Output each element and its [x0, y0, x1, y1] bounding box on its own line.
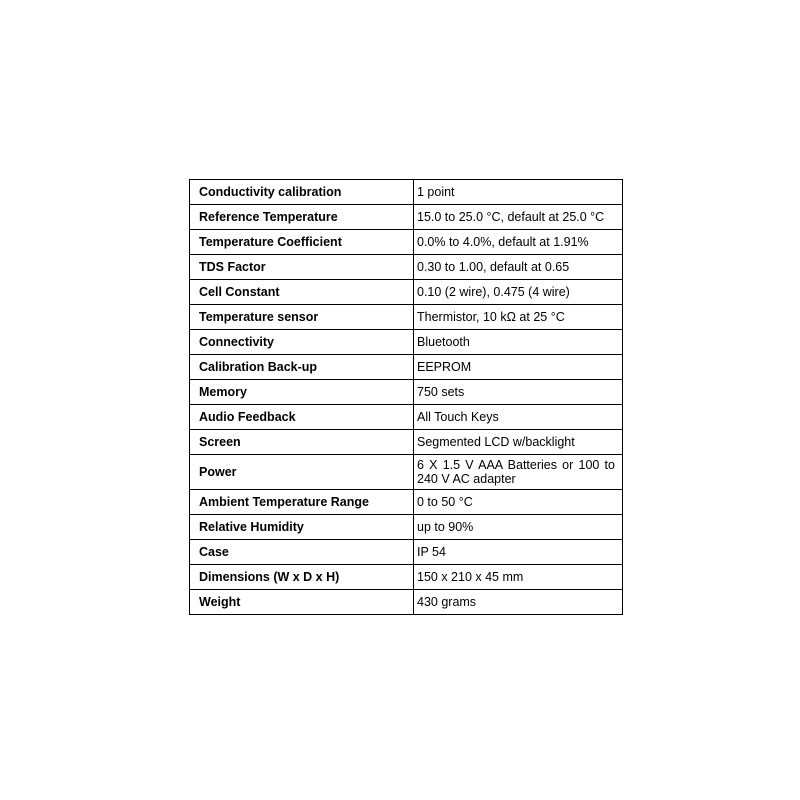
spec-label: Weight [190, 590, 414, 615]
spec-value: up to 90% [414, 515, 623, 540]
table-row [190, 490, 623, 515]
table-row [190, 380, 623, 405]
spec-value: 0 to 50 °C [414, 490, 623, 515]
spec-label: Dimensions (W x D x H) [190, 565, 414, 590]
table-row [190, 405, 623, 430]
spec-label: Memory [190, 380, 414, 405]
spec-label: Reference Temperature [190, 205, 414, 230]
spec-label: Case [190, 540, 414, 565]
spec-label: Audio Feedback [190, 405, 414, 430]
table-row [190, 565, 623, 590]
spec-label: Calibration Back-up [190, 355, 414, 380]
table-row [190, 515, 623, 540]
table-row [190, 205, 623, 230]
table-row [190, 280, 623, 305]
spec-label: Ambient Temperature Range [190, 490, 414, 515]
specifications-table [189, 179, 623, 615]
spec-label: Connectivity [190, 330, 414, 355]
table-row [190, 455, 623, 490]
spec-value: EEPROM [414, 355, 623, 380]
spec-label: Temperature sensor [190, 305, 414, 330]
table-row [190, 355, 623, 380]
spec-label: Cell Constant [190, 280, 414, 305]
spec-value: Bluetooth [414, 330, 623, 355]
table-row [190, 540, 623, 565]
table-row [190, 305, 623, 330]
spec-value: 0.0% to 4.0%, default at 1.91% [414, 230, 623, 255]
spec-value: All Touch Keys [414, 405, 623, 430]
spec-value: 150 x 210 x 45 mm [414, 565, 623, 590]
table-row [190, 255, 623, 280]
table-row [190, 230, 623, 255]
spec-label: Temperature Coefficient [190, 230, 414, 255]
spec-value: 6 X 1.5 V AAA Batteries or 100 to 240 V AC adapter [414, 455, 623, 490]
spec-label: Power [190, 455, 414, 490]
spec-label: Screen [190, 430, 414, 455]
spec-value: Thermistor, 10 kΩ at 25 °C [414, 305, 623, 330]
table-row [190, 430, 623, 455]
spec-value: 430 grams [414, 590, 623, 615]
spec-value: 1 point [414, 180, 623, 205]
spec-label: TDS Factor [190, 255, 414, 280]
spec-label: Relative Humidity [190, 515, 414, 540]
spec-value: 0.10 (2 wire), 0.475 (4 wire) [414, 280, 623, 305]
spec-label: Conductivity calibration [190, 180, 414, 205]
spec-value: 0.30 to 1.00, default at 0.65 [414, 255, 623, 280]
spec-value: 750 sets [414, 380, 623, 405]
table-row [190, 180, 623, 205]
spec-value: IP 54 [414, 540, 623, 565]
spec-value: 15.0 to 25.0 °C, default at 25.0 °C [414, 205, 623, 230]
table-row [190, 590, 623, 615]
table-row [190, 330, 623, 355]
spec-value: Segmented LCD w/backlight [414, 430, 623, 455]
